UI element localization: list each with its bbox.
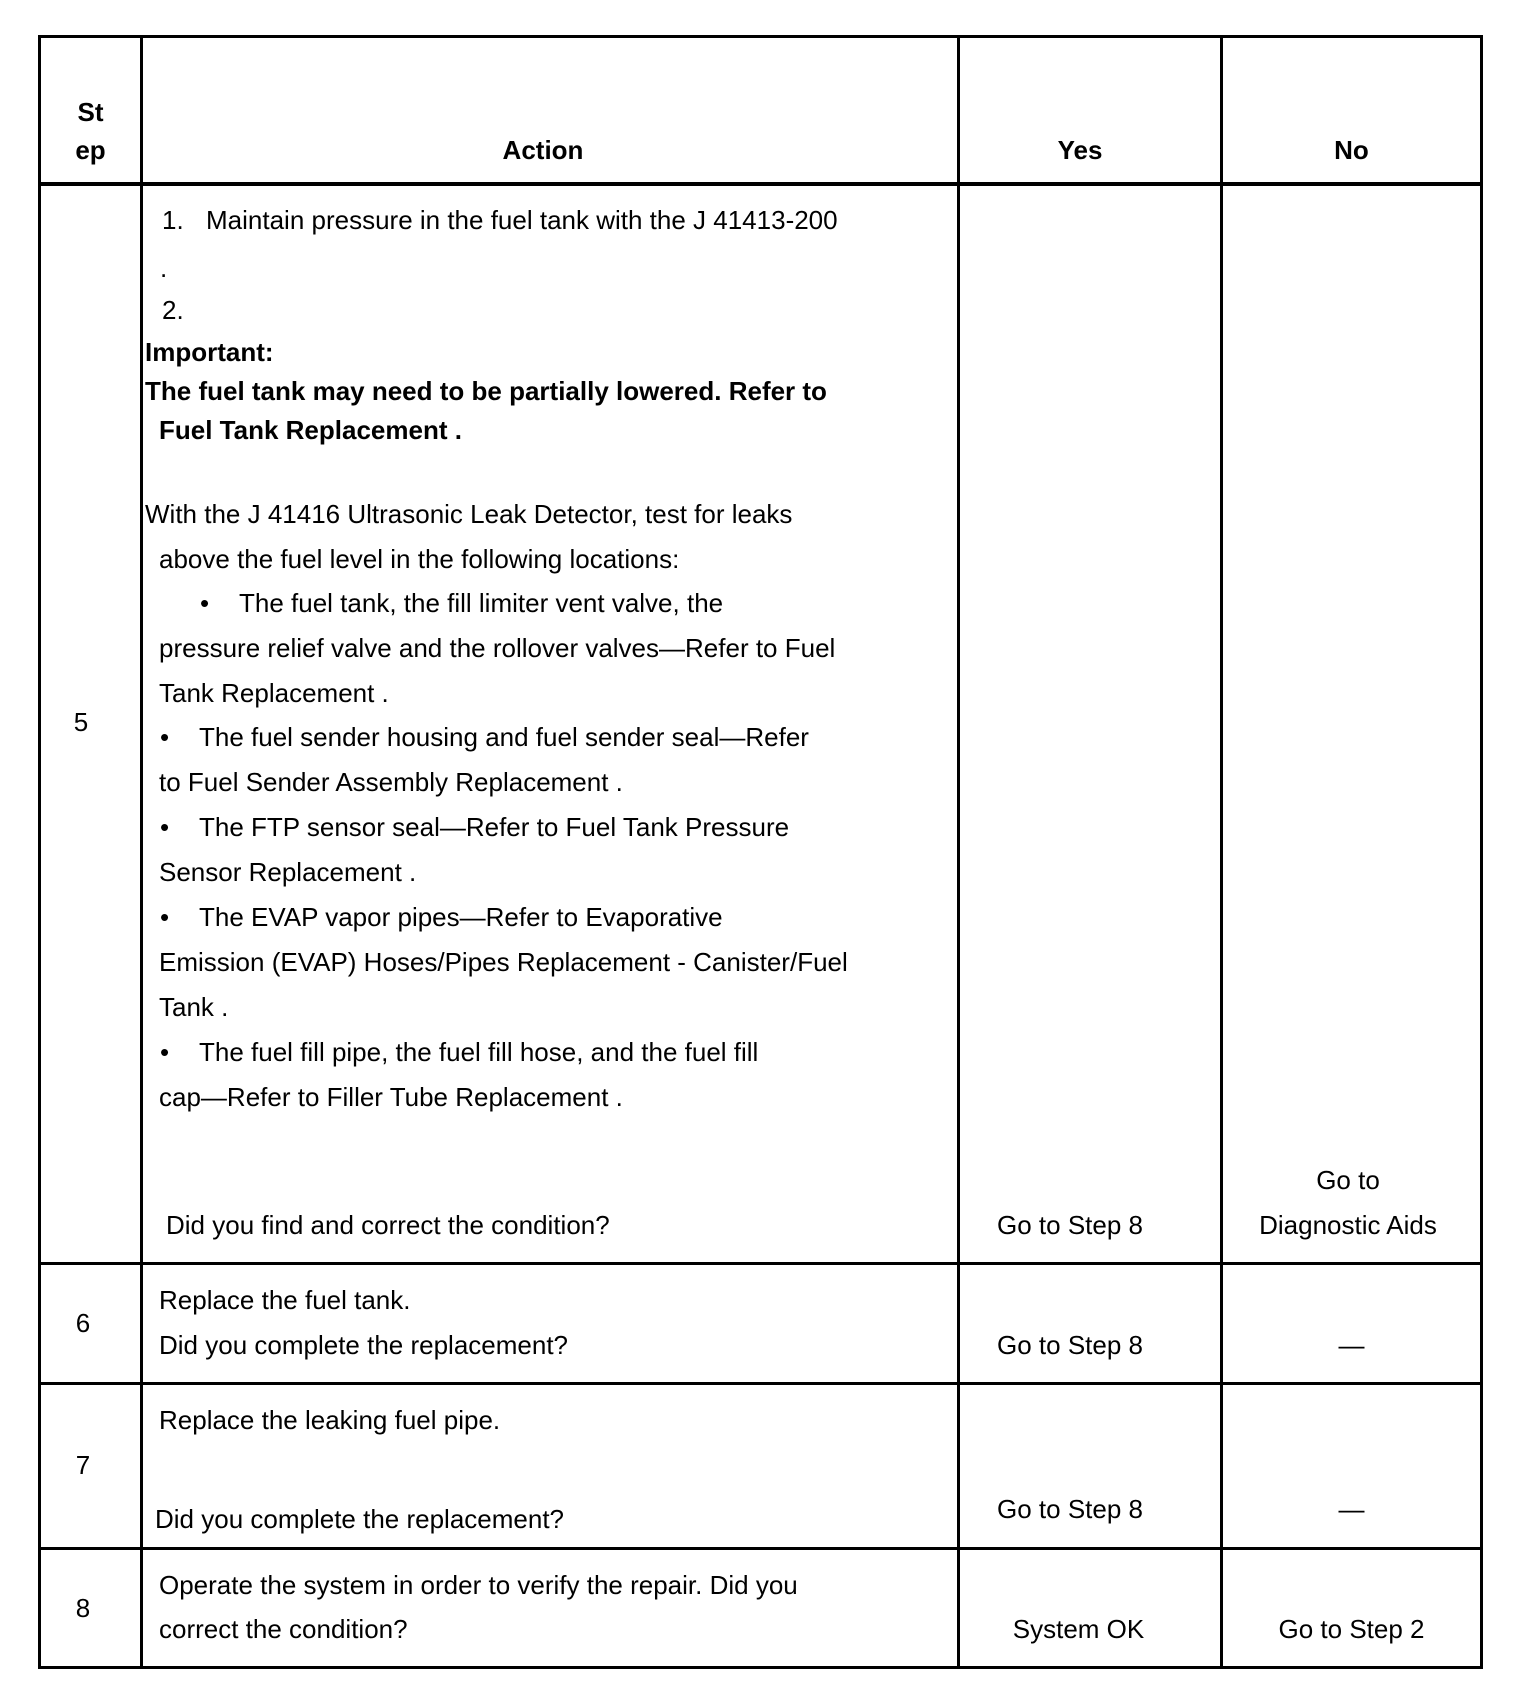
row-5-important-label: Important: bbox=[145, 337, 274, 367]
row-5-detector-line2: above the fuel level in the following locations: bbox=[159, 544, 680, 574]
step-action-divider bbox=[140, 35, 143, 1669]
yes-no-divider bbox=[1220, 35, 1223, 1669]
row-5-bullet-2: • bbox=[160, 722, 170, 752]
row-5-bullet-1: • bbox=[200, 588, 210, 618]
table-right-border bbox=[1480, 35, 1483, 1669]
row-5-important-line1: The fuel tank may need to be partially lowered. Refer to bbox=[145, 376, 827, 406]
action-yes-divider bbox=[957, 35, 960, 1669]
row-5-b2-line1: The fuel sender housing and fuel sender seal—Refer bbox=[199, 722, 809, 752]
row-6-yes: Go to Step 8 bbox=[997, 1330, 1143, 1360]
header-action: Action bbox=[502, 135, 584, 165]
row-5-b1-line1: The fuel tank, the fill limiter vent valve, the bbox=[239, 588, 724, 618]
row-5-item1-num: 1. bbox=[162, 205, 184, 235]
row-5-yes: Go to Step 8 bbox=[997, 1210, 1143, 1240]
header-yes: Yes bbox=[1057, 135, 1103, 165]
table-top-border bbox=[38, 35, 1483, 38]
row-5-b5-line1: The fuel fill pipe, the fuel fill hose, and the fuel fill bbox=[199, 1037, 759, 1067]
table-left-border bbox=[38, 35, 41, 1669]
row-6-bottom-border bbox=[38, 1382, 1483, 1385]
row-6-step: 6 bbox=[75, 1308, 91, 1338]
row-5-bottom-border bbox=[38, 1262, 1483, 1265]
row-8-no: Go to Step 2 bbox=[1278, 1614, 1425, 1644]
row-5-item2-num: 2. bbox=[162, 295, 184, 325]
row-5-detector-line1: With the J 41416 Ultrasonic Leak Detector, test for leaks bbox=[145, 499, 793, 529]
header-no: No bbox=[1334, 135, 1369, 165]
row-8-yes: System OK bbox=[1012, 1614, 1145, 1644]
row-7-yes: Go to Step 8 bbox=[997, 1494, 1143, 1524]
row-7-step: 7 bbox=[75, 1450, 91, 1480]
row-8-action-line1: Operate the system in order to verify the repair. Did you bbox=[159, 1570, 798, 1600]
row-5-b4-line3: Tank . bbox=[159, 992, 229, 1022]
header-step-line1: St bbox=[77, 97, 104, 127]
row-8-step: 8 bbox=[75, 1593, 91, 1623]
row-5-bullet-4: • bbox=[160, 902, 170, 932]
row-6-no: — bbox=[1338, 1330, 1365, 1360]
header-step-line2: ep bbox=[75, 135, 106, 165]
row-5-bullet-3: • bbox=[160, 812, 170, 842]
row-5-bullet-5: • bbox=[160, 1037, 170, 1067]
row-8-action-line2: correct the condition? bbox=[159, 1614, 408, 1644]
row-5-question: Did you find and correct the condition? bbox=[166, 1210, 610, 1240]
row-7-action-line1: Replace the leaking fuel pipe. bbox=[159, 1405, 501, 1435]
row-5-b3-line2: Sensor Replacement . bbox=[159, 857, 417, 887]
row-5-b2-line2: to Fuel Sender Assembly Replacement . bbox=[159, 767, 623, 797]
row-5-no-line2: Diagnostic Aids bbox=[1259, 1210, 1437, 1240]
row-6-action-line2: Did you complete the replacement? bbox=[159, 1330, 569, 1360]
table-bottom-border bbox=[38, 1666, 1483, 1669]
row-5-b1-line3: Tank Replacement . bbox=[159, 678, 389, 708]
row-7-bottom-border bbox=[38, 1547, 1483, 1550]
header-bottom-border bbox=[38, 182, 1483, 186]
row-5-b4-line2: Emission (EVAP) Hoses/Pipes Replacement - Canister/Fuel bbox=[159, 947, 848, 977]
row-6-action-line1: Replace the fuel tank. bbox=[159, 1285, 411, 1315]
row-5-b5-line2: cap—Refer to Filler Tube Replacement . bbox=[159, 1082, 623, 1112]
row-5-b3-line1: The FTP sensor seal—Refer to Fuel Tank Pressure bbox=[199, 812, 790, 842]
row-7-no: — bbox=[1338, 1494, 1365, 1524]
row-5-b1-line2: pressure relief valve and the rollover valves—Refer to Fuel bbox=[159, 633, 836, 663]
row-5-step: 5 bbox=[73, 707, 89, 737]
row-5-no-line1: Go to bbox=[1316, 1165, 1380, 1195]
row-5-item1-text: Maintain pressure in the fuel tank with the J 41413-200 bbox=[206, 205, 838, 235]
row-5-item1-dot: . bbox=[160, 253, 168, 283]
row-5-important-line2: Fuel Tank Replacement . bbox=[159, 415, 462, 445]
row-5-b4-line1: The EVAP vapor pipes—Refer to Evaporative bbox=[199, 902, 723, 932]
row-7-action-line2: Did you complete the replacement? bbox=[155, 1504, 565, 1534]
